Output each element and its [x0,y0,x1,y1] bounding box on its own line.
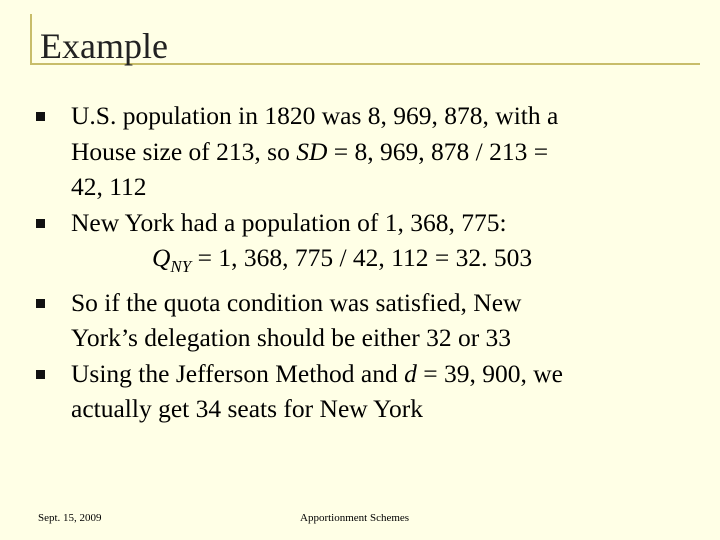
quota-symbol: Q [152,243,171,272]
bullet-square-icon [36,219,45,228]
bullet-1-text-b: = 8, 969, 878 / 213 = [327,136,549,166]
bullet-2-line-1: New York had a population of 1, 368, 775: [71,207,507,237]
bullet-3-line-2: York’s delegation should be either 32 or 33 [71,323,512,353]
slide-title: Example [40,26,168,66]
d-variable: d [404,358,417,388]
sd-variable: SD [296,136,328,166]
bullet-square-icon [36,370,45,379]
bullet-4-line-1 [71,356,676,392]
bullet-item-1 [36,98,676,205]
bullet-list [36,98,676,427]
bullet-1-text-a: House size of 213, so [71,136,297,166]
quota-subscript: NY [170,257,192,277]
bullet-square-icon [36,112,45,121]
bullet-3-line-1: So if the quota condition was satisfied, New [71,287,522,317]
bullet-4-text-a: Using the Jefferson Method and [71,358,405,388]
quota-formula [71,240,676,285]
title-rule-vertical [30,14,32,64]
bullet-4-line-2: actually get 34 seats for New York [71,394,423,424]
footer-topic: Apportionment Schemes [300,512,410,524]
bullet-1-line-2 [71,134,676,170]
bullet-1-line-3: 42, 112 [71,172,147,201]
bullet-4-text-b: = 39, 900, we [416,358,563,388]
quota-expression: = 1, 368, 775 / 42, 112 = 32. 503 [191,243,533,272]
bullet-item-4 [36,356,676,427]
bullet-square-icon [36,299,45,308]
bullet-item-3 [36,285,676,356]
bullet-item-2 [36,205,676,285]
footer-date: Sept. 15, 2009 [38,512,102,524]
bullet-1-line-1: U.S. population in 1820 was 8, 969, 878, with a [71,101,559,130]
